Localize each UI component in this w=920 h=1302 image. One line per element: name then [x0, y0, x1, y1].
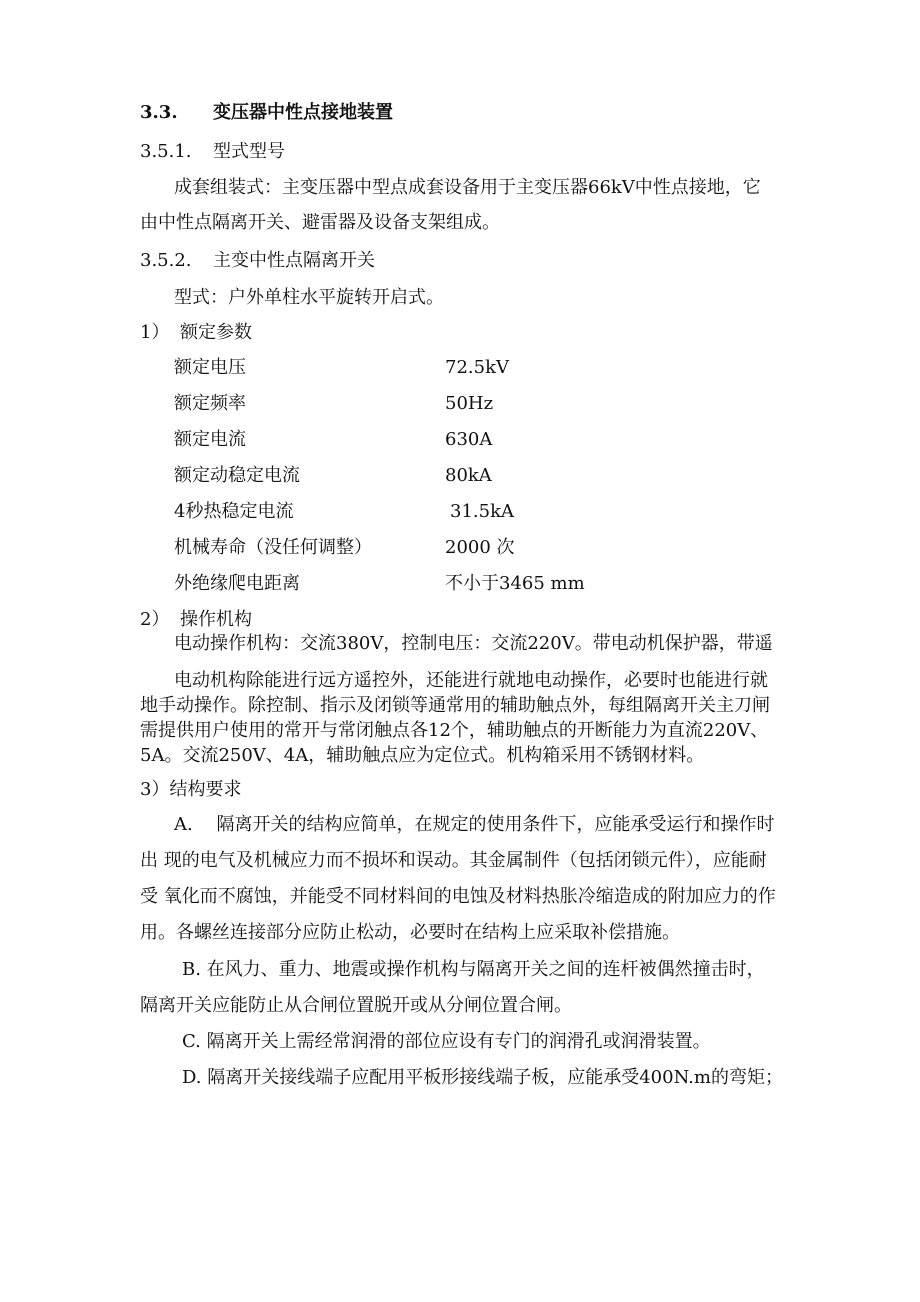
item-number: 2）	[140, 609, 170, 630]
param-row	[174, 429, 492, 451]
paragraph-line: 电动操作机构：交流380V，控制电压：交流220V。带电动机保护器，带遥	[174, 633, 773, 654]
item-title: 操作机构	[180, 609, 252, 630]
paragraph-line: 受 氧化而不腐蚀，并能受不同材料间的电蚀及材料热胀冷缩造成的附加应力的作	[140, 886, 776, 907]
param-value: 2000 次	[445, 537, 515, 558]
param-label: 机械寿命（没任何调整）	[174, 537, 372, 558]
paragraph-line: 地手动操作。除控制、指示及闭锁等通常用的辅助触点外，每组隔离开关主刀闸	[140, 695, 770, 716]
section-title: 变压器中性点接地装置	[213, 102, 393, 123]
param-label: 额定电流	[174, 429, 246, 450]
paragraph-line: A. 隔离开关的结构应简单，在规定的使用条件下，应能承受运行和操作时	[174, 814, 775, 835]
item-heading-3: 3）结构要求	[140, 779, 242, 800]
paragraph-line: 由中性点隔离开关、避雷器及设备支架组成。	[140, 212, 500, 233]
paragraph-line: 隔离开关应能防止从合闸位置脱开或从分闸位置合闸。	[140, 995, 572, 1016]
item-heading-1	[140, 322, 252, 344]
param-label: 4秒热稳定电流	[174, 501, 294, 522]
param-label: 额定频率	[174, 393, 246, 414]
param-value: 80kA	[445, 465, 492, 486]
paragraph-line: 型式：户外单柱水平旋转开启式。	[174, 287, 444, 308]
item-title: 额定参数	[180, 322, 252, 343]
paragraph-line: 出 现的电气及机械应力而不损坏和误动。其金属制件（包括闭锁元件），应能耐	[140, 850, 767, 871]
param-row	[174, 357, 509, 379]
param-row	[174, 537, 515, 559]
section-number: 3.3.	[140, 102, 178, 123]
requirement-c: C. 隔离开关上需经常润滑的部位应设有专门的润滑孔或润滑装置。	[182, 1031, 711, 1052]
param-row	[174, 573, 585, 595]
subsection-heading-351	[140, 141, 285, 163]
subsection-number: 3.5.2.	[140, 250, 192, 271]
param-row	[174, 501, 514, 523]
item-heading-2	[140, 609, 252, 631]
param-label: 外绝缘爬电距离	[174, 573, 300, 594]
paragraph-line: 5A。交流250V、4A，辅助触点应为定位式。机构箱采用不锈钢材料。	[140, 745, 705, 766]
param-value: 31.5kA	[450, 501, 514, 522]
subsection-number: 3.5.1.	[140, 141, 192, 162]
subsection-title: 主变中性点隔离开关	[213, 250, 375, 271]
param-label: 额定动稳定电流	[174, 465, 300, 486]
param-value: 72.5kV	[445, 357, 509, 378]
subsection-heading-352	[140, 250, 375, 272]
paragraph-line: 需提供用户使用的常开与常闭触点各12个，辅助触点的开断能力为直流220V、	[140, 720, 769, 741]
section-heading	[140, 102, 393, 124]
paragraph-line: B. 在风力、重力、地震或操作机构与隔离开关之间的连杆被偶然撞击时，	[182, 959, 765, 980]
param-value: 50Hz	[445, 393, 494, 414]
param-row	[174, 393, 493, 415]
paragraph-line: 成套组装式：主变压器中型点成套设备用于主变压器66kV中性点接地，它	[174, 177, 761, 198]
requirement-d: D. 隔离开关接线端子应配用平板形接线端子板，应能承受400N.m的弯矩；	[182, 1067, 783, 1088]
paragraph-line: 用。各螺丝连接部分应防止松动，必要时在结构上应采取补偿措施。	[140, 922, 680, 943]
param-row	[174, 465, 492, 487]
param-value: 630A	[445, 429, 493, 450]
paragraph-line: 电动机构除能进行远方遥控外，还能进行就地电动操作，必要时也能进行就	[174, 670, 768, 691]
subsection-title: 型式型号	[213, 141, 285, 162]
param-label: 额定电压	[174, 357, 246, 378]
item-number: 1）	[140, 322, 170, 343]
param-value: 不小于3465 mm	[445, 573, 585, 594]
